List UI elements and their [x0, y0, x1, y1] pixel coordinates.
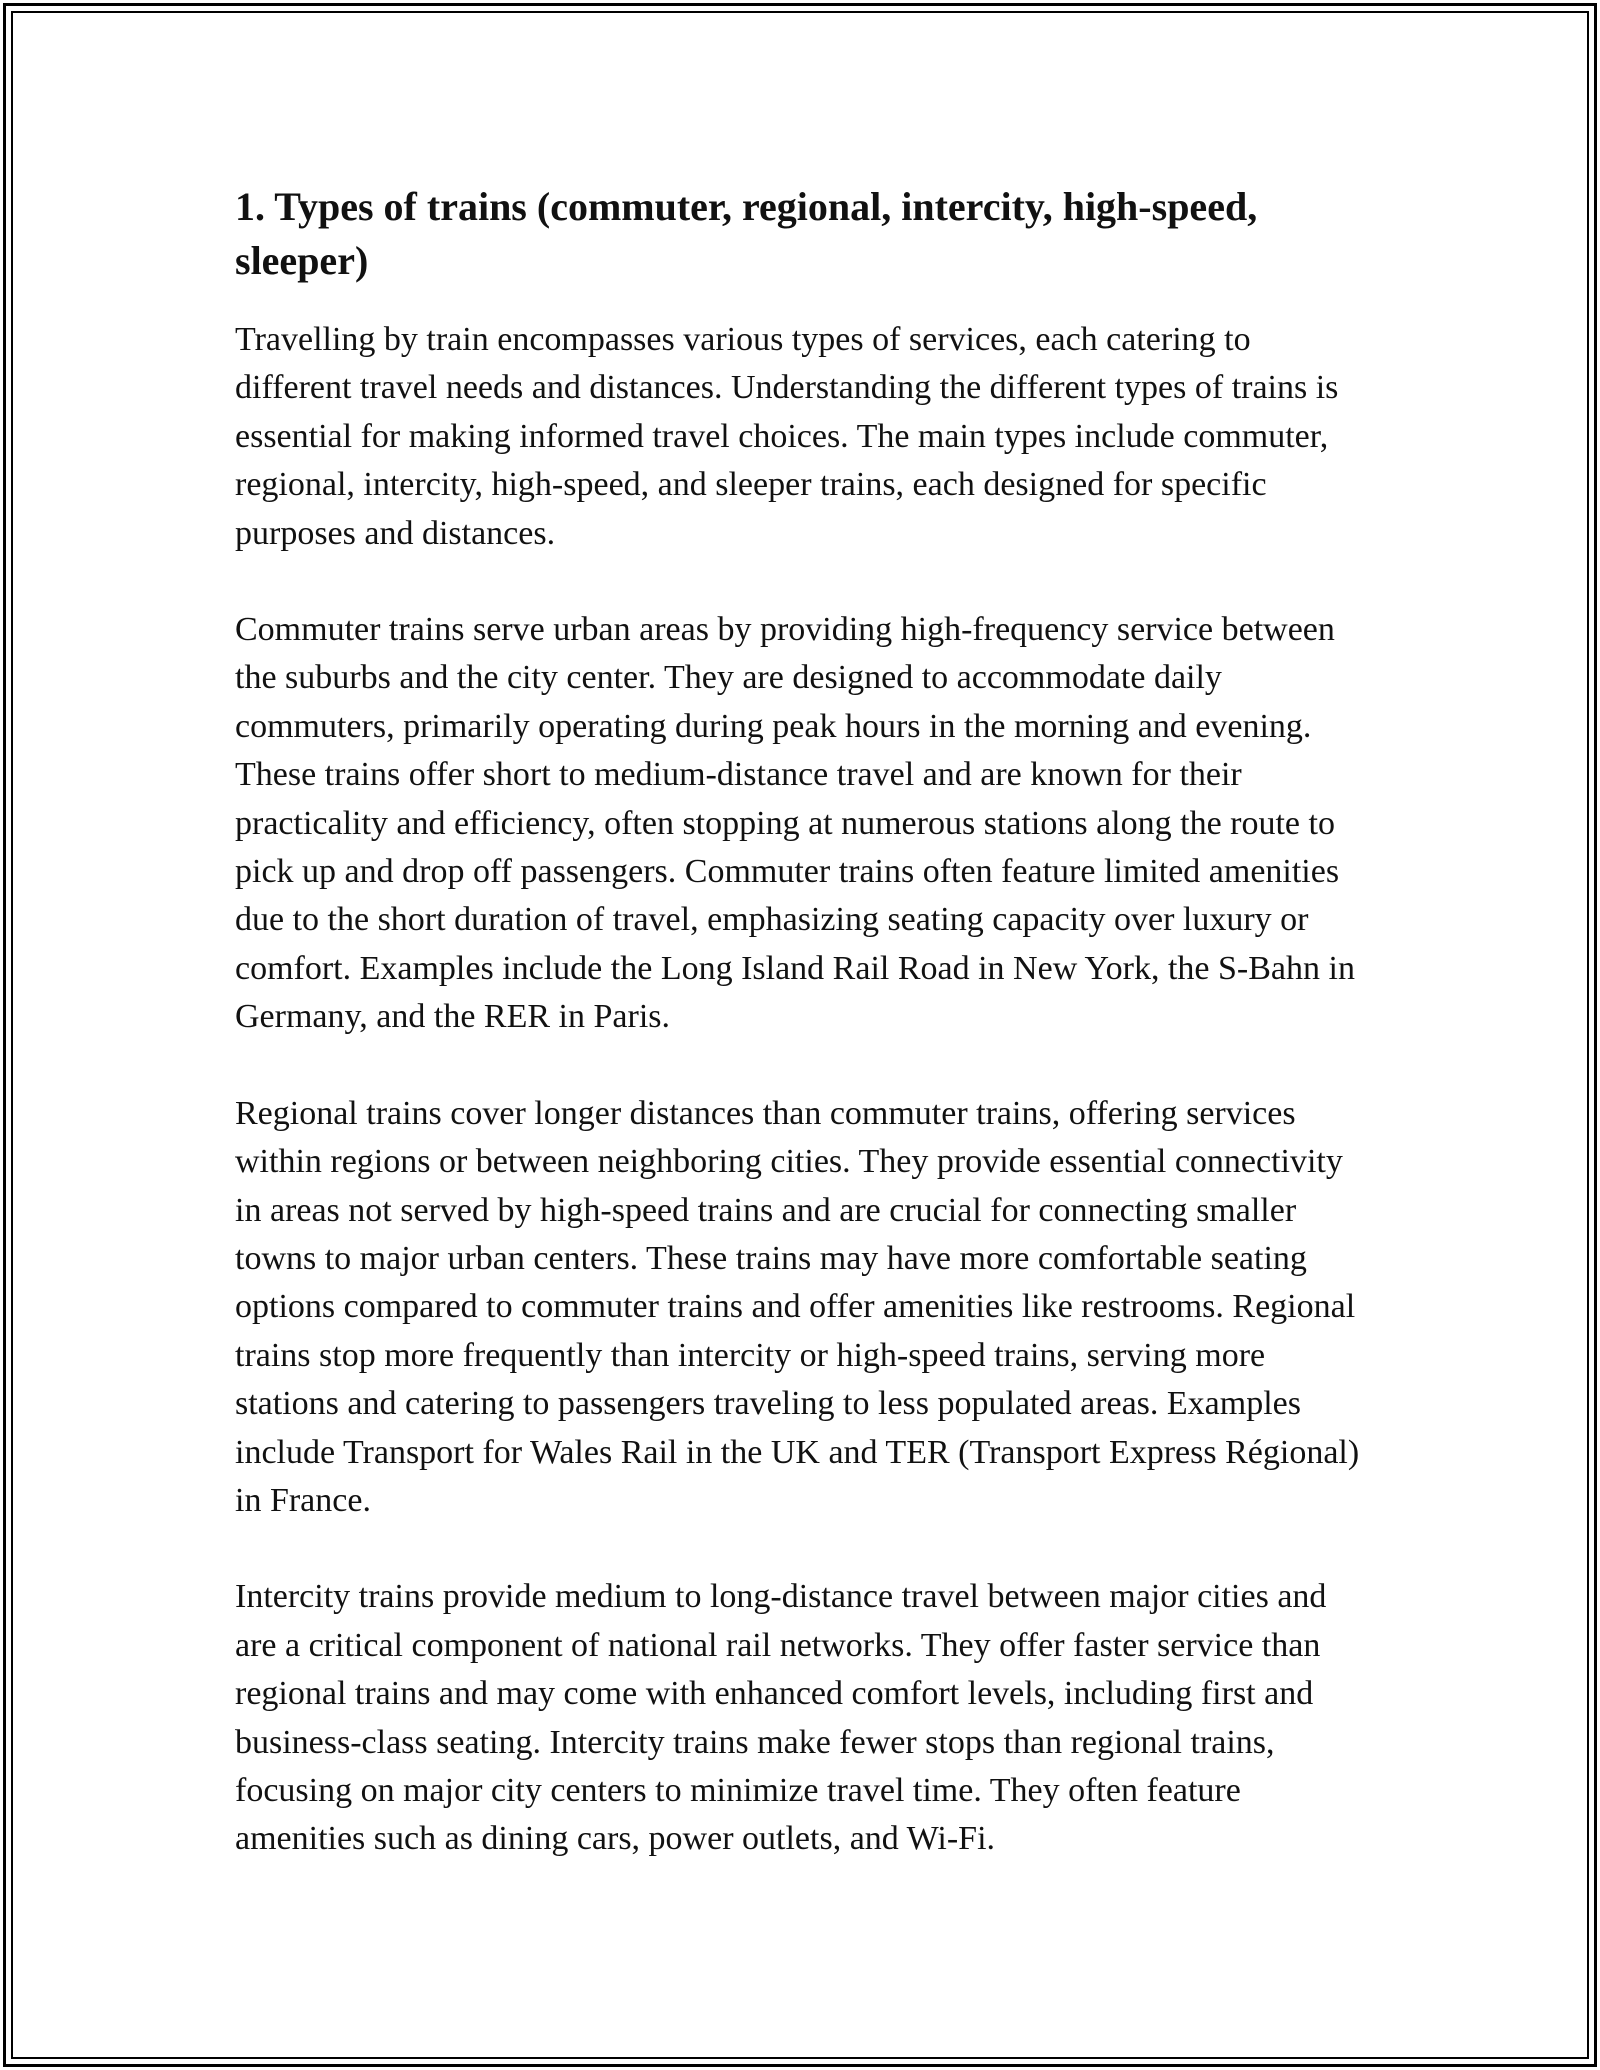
paragraph-intro: Travelling by train encompasses various types of services, each catering to different travel needs and distances. Understanding the different types of trains is essential for making informed travel choices. The main types include commuter, regional, intercity, high-speed, and sleeper trains, each designed for specific purposes and distances.: [235, 321, 1339, 552]
paragraph-regional-trains: Regional trains cover longer distances than commuter trains, offering services within regions or between neighboring cities. They provide essential connectivity in areas not served by high-speed trains and are crucial for connecting smaller towns to major urban centers. These trains may have more comfortable seating options compared to commuter trains and offer amenities like restrooms. Regional trains stop more frequently than intercity or high-speed trains, serving more stations and catering to passengers traveling to less populated areas. Examples include Transport for Wales Rail in the UK and TER (Transport Express Régional) in France.: [235, 1094, 1360, 1519]
document-body: [235, 180, 1370, 1912]
paragraph-intercity-trains: Intercity trains provide medium to long-distance travel between major cities and are a critical component of national rail networks. They offer faster service than regional trains and may come with enhanced comfort levels, including first and business-class seating. Intercity trains make fewer stops than regional trains, focusing on major city centers to minimize travel time. They often feature amenities such as dining cars, power outlets, and Wi-Fi.: [235, 1578, 1327, 1858]
paragraph-commuter-trains: Commuter trains serve urban areas by providing high-frequency service between the suburbs and the city center. They are designed to accommodate daily commuters, primarily operating during peak hours in the morning and evening. These trains offer short to medium-distance travel and are known for their practicality and efficiency, often stopping at numerous stations along the route to pick up and drop off passengers. Commuter trains often feature limited amenities due to the short duration of travel, emphasizing seating capacity over luxury or comfort. Examples include the Long Island Rail Road in New York, the S-Bahn in Germany, and the RER in Paris.: [235, 611, 1355, 1036]
section-heading: 1. Types of trains (commuter, regional, intercity, high-speed, sleeper): [235, 184, 1258, 283]
